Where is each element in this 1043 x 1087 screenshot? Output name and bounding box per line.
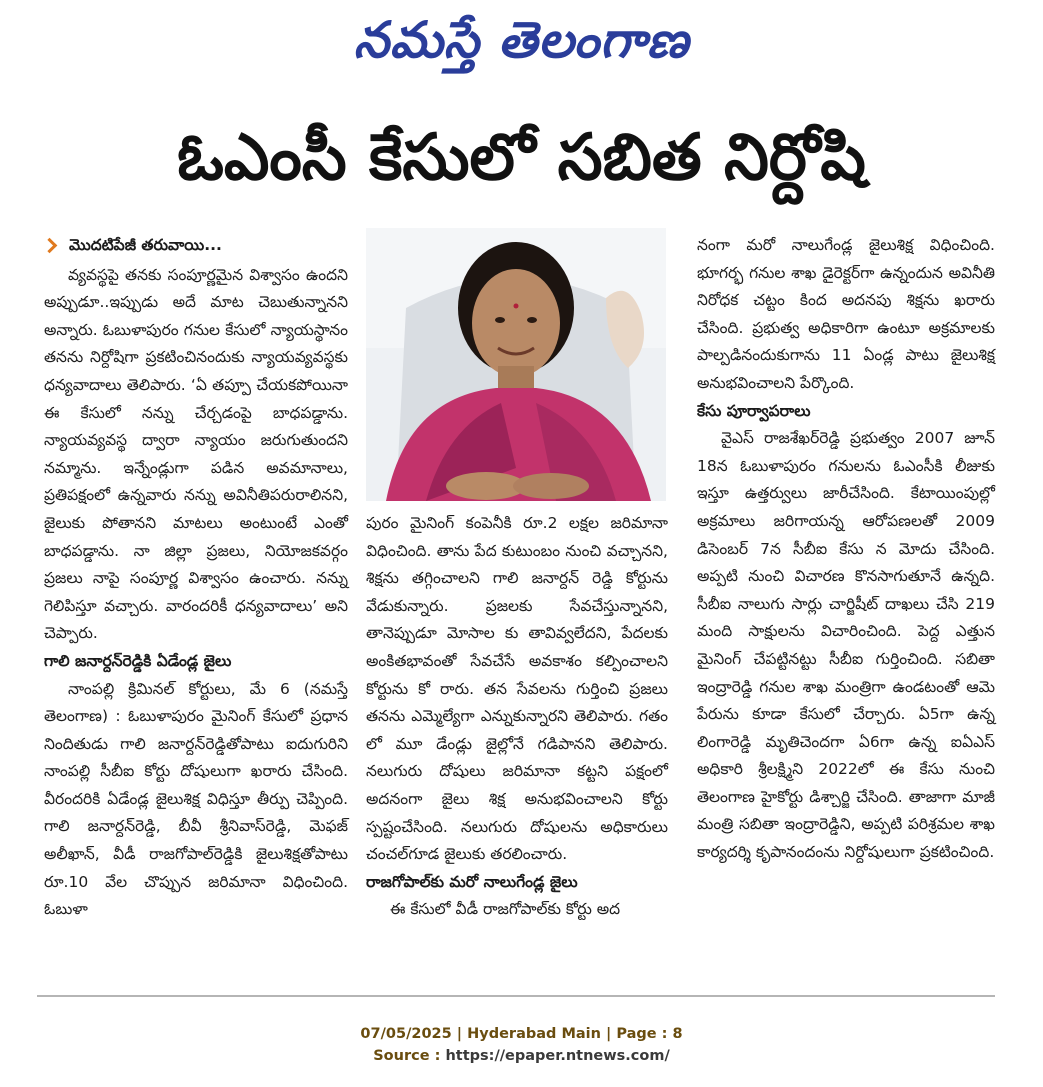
source-line [0, 1048, 1043, 1064]
edition-info: 07/05/2025 | Hyderabad Main | Page : 8 [360, 1026, 683, 1042]
paragraph: వ్యవస్థపై తనకు సంపూర్ణమైన విశ్వాసం ఉందని అప్పుడూ..ఇప్పుడు అదే మాట చెబుతున్నానని అన్నారు. ఓబుళాపురం గనుల కేసులో న్యాయస్థానం తనను నిర్దోషిగా ప్రకటించినందుకు న్యాయవ్యవస్థకు ధన్యవాదాలు తెలిపారు. ‘ఏ తప్పూ చేయకపోయినా ఈ కేసులో నన్ను చేర్చడంపై బాధపడ్డాను. న్యాయవ్యవస్థ ద్వారా న్యాయం జరుగుతుందని నమ్మాను. ఇన్నేండ్లుగా పడిన అవమానాలు, ప్రతిపక్షంలో ఉన్నవారు నన్ను అవినీతిపరురాలినని, జైలుకు పోతానని మాటలు అంటుంటే ఎంతో బాధపడ్డాను. నా జిల్లా ప్రజలు, నియోజకవర్గం ప్రజలు నాపై సంపూర్ణ విశ్వాసం ఉంచారు. నన్ను గెలిపిస్తూ వచ్చారు. వారందరికీ ధన్యవాదాలు’ అని చెప్పారు. [44, 265, 348, 643]
article-column-1 [44, 232, 348, 924]
paragraph: వైఎస్ రాజశేఖర్‌రెడ్డి ప్రభుత్వం 2007 జూన్ 18న ఓబుళాపురం గనులను ఓఎంసీకి లీజుకు ఇస్తూ ఉత్తర్వులు జారీచేసింది. కేటాయింపుల్లో అక్రమాలు జరిగాయన్న ఆరోపణలతో 2009 డిసెంబర్ 7న సీబీఐ కేసు న మోదు చేసింది. అప్పటి నుంచి విచారణ కొనసాగుతూనే ఉన్నది. సీబీఐ నాలుగు సార్లు చార్జిషీట్ దాఖలు చేసి 219 మంది సాక్షులను విచారించింది. పెద్ద ఎత్తున మైనింగ్ చేపట్టినట్టు సీబీఐ గుర్తించింది. సబితా ఇంద్రారెడ్డి గనుల శాఖ మంత్రిగా ఉండటంతో ఆమె పేరును కూడా కేసులో చేర్చారు. ఏ5గా ఉన్న లింగారెడ్డి మృతిచెందగా ఏ6గా ఉన్న ఐఏఎస్ అధికారి శ్రీలక్ష్మిని 2022లో ఈ కేసు నుంచి తెలంగాణ హైకోర్టు డిశ్చార్జి చేసింది. తాజాగా మాజీ మంత్రి సబితా ఇంద్రారెడ్డిని, అప్పటి పరిశ్రమల శాఖ కార్యదర్శి కృపానందంను నిర్దోషులుగా ప్రకటించింది. [697, 429, 995, 862]
paragraph: పురం మైనింగ్ కంపెనీకి రూ.2 లక్షల జరిమానా విధించింది. తాను పేద కుటుంబం నుంచి వచ్చానని, శిక్షను తగ్గించాలని గాలి జనార్దన్ రెడ్డి కోర్టును వేడుకున్నారు. ప్రజలకు సేవచేస్తున్నానని, తానెప్పుడూ మోసాల కు తావివ్వలేదని, పేదలకు అంకితభావంతో సేవచేసే అవకాశం కల్పించాలని కోర్టును కో రారు. తన సేవలను గుర్తించి ప్రజలు తనను ఎమ్మెల్యేగా ఎన్నుకున్నారని తెలిపారు. గతం లో మూ డేండ్లు జైల్లోనే గడిపానని తెలిపారు. నలుగురు దోషులు జరిమానా కట్టని పక్షంలో అదనంగా జైలు శిక్ష అనుభవించాలని కోర్టు స్పష్టంచేసింది. నలుగురు దోషులను అధికారులు చంచల్‌గూడ జైలుకు తరలించారు. [366, 514, 668, 864]
footer-divider [37, 995, 995, 997]
subheading: కేసు పూర్వాపరాలు [697, 401, 811, 420]
chevron-right-icon [42, 238, 58, 254]
subheading: గాలి జనార్దన్‌రెడ్డికి ఏడేండ్ల జైలు [44, 651, 232, 670]
paragraph: నంగా మరో నాలుగేండ్ల జైలుశిక్ష విధించింది. భూగర్భ గనుల శాఖ డైరెక్టర్‌గా ఉన్నందున అవినీతి నిరోధక చట్టం కింద అదనపు శిక్షను ఖరారు చేసింది. ప్రభుత్వ అధికారిగా ఉంటూ అక్రమాలకు పాల్పడినందుకుగాను 11 ఏండ్ల పాటు జైలుశిక్ష అనుభవించాలని పేర్కొంది. [697, 236, 995, 392]
article-column-2 [366, 510, 668, 924]
source-label: Source : [373, 1048, 441, 1064]
masthead-logo: నమస్తే తెలంగాణ [353, 11, 690, 69]
paragraph: ఈ కేసులో వీడీ రాజగోపాల్‌కు కోర్టు అద [390, 900, 621, 919]
source-link[interactable]: https://epaper.ntnews.com/ [445, 1048, 670, 1064]
headline: ఓఎంసీ కేసులో సబిత నిర్దోషి [177, 121, 866, 195]
photo-sabitha-indra-reddy [366, 228, 666, 501]
continued-from-label [44, 232, 348, 260]
subheading: రాజగోపాల్‌కు మరో నాలుగేండ్ల జైలు [366, 872, 578, 891]
paragraph: నాంపల్లి క్రిమినల్ కోర్టులు, మే 6 (నమస్తే తెలంగాణ) : ఓబుళాపురం మైనింగ్ కేసులో ప్రధాన నిందితుడు గాలి జనార్దన్‌రెడ్డితోపాటు ఐదుగురిని నాంపల్లి సీబీఐ కోర్టు దోషులుగా ఖరారు చేసింది. వీరందరికి ఏడేండ్ల జైలుశిక్ష విధిస్తూ తీర్పు చెప్పింది. గాలి జనార్దన్‌రెడ్డి, బీవీ శ్రీనివాస్‌రెడ్డి, మెఫజ్ అలీఖాన్, వీడీ రాజగోపాల్‌రెడ్డికి జైలుశిక్షతోపాటు రూ.10 వేల చొప్పున జరిమానా విధించింది. ఓబుళా [44, 679, 348, 919]
continued-text: మొదటిపేజీ తరువాయి... [69, 236, 222, 254]
article-column-3 [697, 232, 995, 867]
